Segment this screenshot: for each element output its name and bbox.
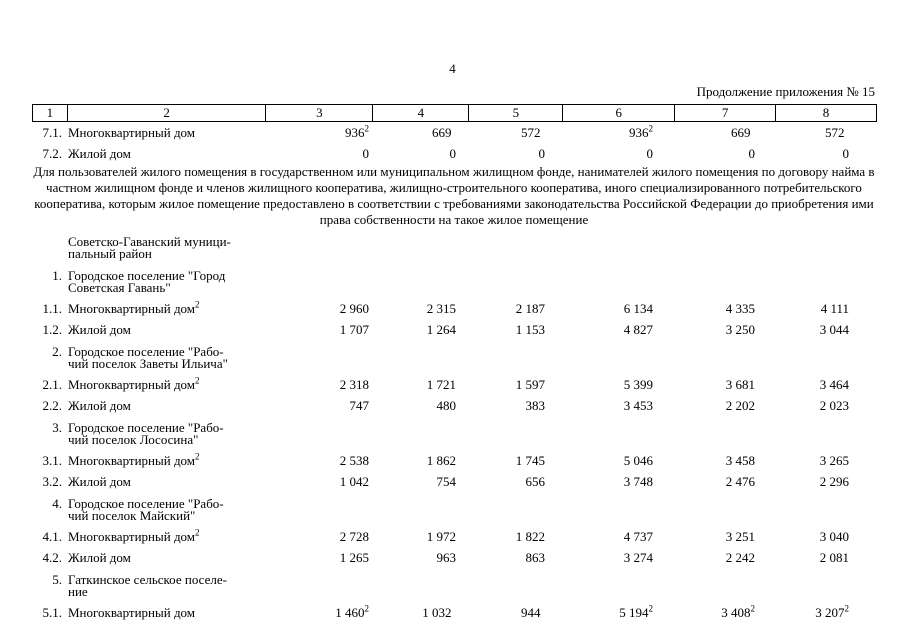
value-cell: 0	[449, 146, 456, 161]
table-row	[32, 549, 877, 570]
row-number: 4.1.	[42, 529, 62, 544]
table-row	[32, 452, 877, 473]
table-row	[32, 570, 877, 604]
row-label: Жилой дом	[68, 322, 131, 337]
value-cell: 480	[436, 398, 456, 413]
value-cell: 3 453	[623, 398, 653, 413]
value-cell: 2 728	[339, 529, 369, 544]
value-cell	[675, 266, 776, 300]
row-label: Городское поселение "Город Советская Гавань"	[68, 268, 226, 295]
value-cell	[266, 418, 373, 452]
value-cell: 0	[362, 146, 369, 161]
value-cell	[373, 342, 469, 376]
continuation-note: Продолжение приложения № 15	[696, 84, 875, 99]
table-row	[32, 397, 877, 418]
value-cell: 2 476	[725, 474, 755, 489]
value-cell: 3 274	[623, 550, 653, 565]
section-intro: Для пользователей жилого помещения в государственном или муниципальном жилищном фонде, нанимателей жилого помещения по договору найма в частном жилищном фонде и членов жилищного кооператива, жилищно-строительного кооператива, иного специализированного потребительского кооператива, которым жилое помещение предоставлено в соответствии с требованиями законодательства Российской Федерации до приобретения ими права собственности на такое жилое помещение	[33, 164, 875, 227]
table-row	[32, 232, 877, 266]
value-cell: 0	[646, 146, 653, 161]
row-label: Многоквартирный дом	[68, 605, 196, 620]
footnote-marker: 2	[648, 123, 653, 134]
header-col-5: 5	[469, 105, 563, 122]
footnote-marker: 2	[844, 603, 849, 614]
value-cell: 1 721	[426, 377, 456, 392]
value-cell	[266, 232, 373, 266]
value-cell: 3 748	[623, 474, 653, 489]
row-number: 5.1.	[42, 605, 62, 620]
value-cell	[373, 266, 469, 300]
table-row	[32, 376, 877, 397]
value-cell: 1 042	[339, 474, 369, 489]
value-cell: 1 265	[339, 550, 369, 565]
value-cell	[373, 418, 469, 452]
value-cell: 383	[525, 398, 545, 413]
page-number: 4	[449, 61, 456, 76]
column-number-header	[32, 104, 877, 122]
value-cell	[469, 570, 563, 604]
table-row	[32, 145, 877, 166]
value-cell: 3 044	[819, 322, 849, 337]
value-cell	[563, 342, 675, 376]
table-row	[32, 473, 877, 494]
value-cell: 1 822	[515, 529, 545, 544]
value-cell: 1 707	[339, 322, 369, 337]
footnote-marker: 2	[648, 603, 653, 614]
value-cell: 4 737	[623, 529, 653, 544]
value-cell: 572	[521, 125, 541, 140]
value-cell	[563, 494, 675, 528]
value-cell: 1 032	[422, 605, 452, 620]
row-number: 2.1.	[42, 377, 62, 392]
value-cell: 572	[825, 125, 845, 140]
value-cell	[266, 266, 373, 300]
value-cell	[469, 494, 563, 528]
value-cell: 5 399	[623, 377, 653, 392]
footnote-marker: 2	[750, 603, 755, 614]
footnote-marker: 2	[195, 527, 200, 538]
row-label: Многоквартирный дом$^2$	[68, 375, 200, 392]
value-cell: 2 538	[339, 453, 369, 468]
value-cell	[373, 232, 469, 266]
footnote-marker: 2	[364, 603, 369, 614]
value-cell	[469, 266, 563, 300]
row-number: 3.2.	[42, 474, 62, 489]
value-cell: 4 111	[820, 301, 849, 316]
value-cell	[373, 570, 469, 604]
value-cell	[563, 570, 675, 604]
row-label: Жилой дом	[68, 398, 131, 413]
value-cell: 3 251	[725, 529, 755, 544]
value-cell: 669	[432, 125, 452, 140]
value-cell: 3 681	[725, 377, 755, 392]
value-cell: 669	[731, 125, 751, 140]
row-number	[32, 232, 66, 266]
row-label: Многоквартирный дом$^2$	[68, 299, 200, 316]
value-cell: 1 264	[426, 322, 456, 337]
value-cell	[266, 494, 373, 528]
table-row	[32, 494, 877, 528]
value-cell: 5 046	[623, 453, 653, 468]
value-cell: 4 335	[725, 301, 755, 316]
value-cell	[776, 570, 877, 604]
value-cell: 0	[842, 146, 849, 161]
value-cell: $936^2$	[629, 123, 653, 140]
value-cell	[675, 570, 776, 604]
row-label: Советско-Гаванский муници- пальный район	[68, 234, 231, 261]
row-label: Многоквартирный дом	[68, 125, 196, 140]
value-cell: 1 862	[426, 453, 456, 468]
value-cell	[776, 418, 877, 452]
value-cell: 3 464	[819, 377, 849, 392]
value-cell	[373, 494, 469, 528]
table-row	[32, 124, 877, 145]
value-cell: 2 318	[339, 377, 369, 392]
table-row	[32, 321, 877, 342]
table-row	[32, 604, 877, 625]
row-label: Городское поселение "Рабо- чий поселок Заветы Ильича"	[68, 344, 228, 371]
value-cell: 4 827	[623, 322, 653, 337]
footnote-marker: 2	[195, 299, 200, 310]
value-cell: 3 250	[725, 322, 755, 337]
value-cell: 863	[525, 550, 545, 565]
value-cell: 2 296	[819, 474, 849, 489]
value-cell	[776, 266, 877, 300]
row-number: 7.2.	[42, 146, 62, 161]
value-cell	[776, 232, 877, 266]
footnote-marker: 2	[364, 123, 369, 134]
value-cell	[675, 232, 776, 266]
header-col-7: 7	[675, 105, 776, 122]
value-cell	[675, 494, 776, 528]
table-row	[32, 300, 877, 321]
value-cell: 754	[436, 474, 456, 489]
table-row	[32, 342, 877, 376]
value-cell: 1 153	[515, 322, 545, 337]
header-col-6: 6	[563, 105, 675, 122]
row-number: 3.	[52, 420, 62, 435]
row-label: Жилой дом	[68, 550, 131, 565]
value-cell: 1 597	[515, 377, 545, 392]
value-cell	[776, 494, 877, 528]
value-cell: 1 972	[426, 529, 456, 544]
header-row	[33, 105, 877, 122]
table-row	[32, 528, 877, 549]
row-number: 4.	[52, 496, 62, 511]
value-cell: 0	[538, 146, 545, 161]
row-label: Городское поселение "Рабо- чий поселок Майский"	[68, 496, 224, 523]
value-cell: 1 $460^2$	[335, 603, 369, 620]
row-label: Многоквартирный дом$^2$	[68, 451, 200, 468]
row-number: 4.2.	[42, 550, 62, 565]
footnote-marker: 2	[195, 451, 200, 462]
value-cell	[563, 266, 675, 300]
data-table	[32, 232, 877, 625]
value-cell: $936^2$	[345, 123, 369, 140]
value-cell: 6 134	[623, 301, 653, 316]
value-cell	[675, 418, 776, 452]
value-cell: 3 $207^2$	[815, 603, 849, 620]
header-col-8: 8	[776, 105, 877, 122]
value-cell: 3 458	[725, 453, 755, 468]
row-number: 7.1.	[42, 125, 62, 140]
header-col-1: 1	[33, 105, 68, 122]
row-label: Многоквартирный дом$^2$	[68, 527, 200, 544]
value-cell: 2 242	[725, 550, 755, 565]
header-col-4: 4	[373, 105, 469, 122]
row-number: 2.2.	[42, 398, 62, 413]
value-cell	[776, 342, 877, 376]
value-cell: 944	[521, 605, 541, 620]
header-col-2: 2	[67, 105, 266, 122]
value-cell	[469, 418, 563, 452]
value-cell: 2 081	[819, 550, 849, 565]
row-number: 3.1.	[42, 453, 62, 468]
value-cell: 963	[436, 550, 456, 565]
top-rows-table	[32, 124, 877, 166]
value-cell	[469, 342, 563, 376]
row-number: 1.	[52, 268, 62, 283]
row-label: Городское поселение "Рабо- чий поселок Лососина"	[68, 420, 224, 447]
value-cell: 2 960	[339, 301, 369, 316]
value-cell: 2 187	[515, 301, 545, 316]
value-cell: 2 023	[819, 398, 849, 413]
value-cell: 3 $408^2$	[721, 603, 755, 620]
value-cell: 0	[748, 146, 755, 161]
table-row	[32, 266, 877, 300]
row-number: 1.2.	[42, 322, 62, 337]
row-label: Жилой дом	[68, 146, 131, 161]
row-number: 2.	[52, 344, 62, 359]
value-cell	[266, 570, 373, 604]
value-cell	[266, 342, 373, 376]
value-cell: 656	[525, 474, 545, 489]
row-label: Гаткинское сельское поселе- ние	[68, 572, 227, 599]
value-cell: 2 315	[426, 301, 456, 316]
table-row	[32, 418, 877, 452]
value-cell: 747	[349, 398, 369, 413]
value-cell	[469, 232, 563, 266]
header-col-3: 3	[266, 105, 373, 122]
value-cell: 2 202	[725, 398, 755, 413]
value-cell: 1 745	[515, 453, 545, 468]
value-cell	[563, 418, 675, 452]
value-cell: 3 040	[819, 529, 849, 544]
value-cell	[675, 342, 776, 376]
row-label: Жилой дом	[68, 474, 131, 489]
value-cell	[563, 232, 675, 266]
footnote-marker: 2	[195, 375, 200, 386]
row-number: 5.	[52, 572, 62, 587]
value-cell: 3 265	[819, 453, 849, 468]
row-number: 1.1.	[42, 301, 62, 316]
value-cell: 5 $194^2$	[619, 603, 653, 620]
